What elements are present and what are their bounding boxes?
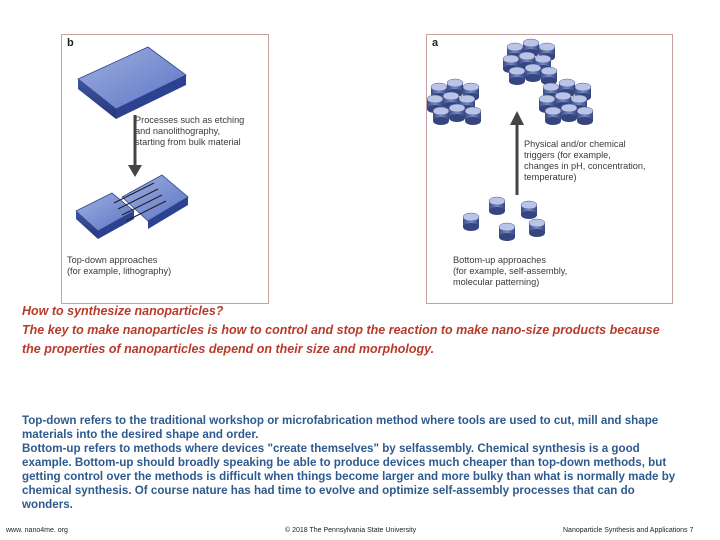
footer-website: www. nano4me. org xyxy=(6,527,68,534)
slide-body-text: Top-down refers to the traditional workshop or microfabrication method where tools are used to cut, mill and shape materials into the desired shape and order. Bottom-up refers to methods where devices "create themselves" by selfassembly. Chemical synthesis is a good example. Bottom-up should broadly speaking be able to produce devices much cheaper than top-down methods, but getting control over the methods is difficult when things become larger and more bulky than what is normally made by chemical synthesis. Of course nature has had time to evolve and optimize self-assembly processes that can do wonders. xyxy=(22,414,676,511)
assembled-cluster-left xyxy=(427,79,481,125)
top-down-process-text: Processes such as etching and nanolithography, starting from bulk material xyxy=(135,115,245,147)
up-arrow xyxy=(510,111,524,195)
assembled-cluster-right xyxy=(539,79,593,125)
panel-letter-a: a xyxy=(432,37,439,49)
top-down-caption: Top-down approaches (for example, lithography) xyxy=(67,255,172,276)
etched-slab-pieces xyxy=(76,175,188,239)
loose-building-blocks xyxy=(463,197,545,241)
panel-letter-b: b xyxy=(67,37,74,49)
footer-copyright: © 2018 The Pennsylvania State University xyxy=(285,527,417,534)
bottom-up-process-text: Physical and/or chemical triggers (for example, changes in pH, concentration, temperature) xyxy=(524,139,646,182)
assembled-cluster-top xyxy=(503,39,557,85)
slide-lede: The key to make nanoparticles is how to control and stop the reaction to make nano-size products because the properties of nanoparticles depend on their size and morphology. xyxy=(22,323,660,356)
bottom-up-figure-panel xyxy=(426,34,673,304)
slide-heading: How to synthesize nanoparticles? xyxy=(22,304,224,318)
footer-slide-title: Nanoparticle Synthesis and Applications 7 xyxy=(563,527,694,534)
top-down-figure-panel xyxy=(61,34,269,304)
bottom-up-caption: Bottom-up approaches (for example, self-assembly, molecular patterning) xyxy=(453,255,568,287)
bulk-material-slab xyxy=(78,47,186,119)
